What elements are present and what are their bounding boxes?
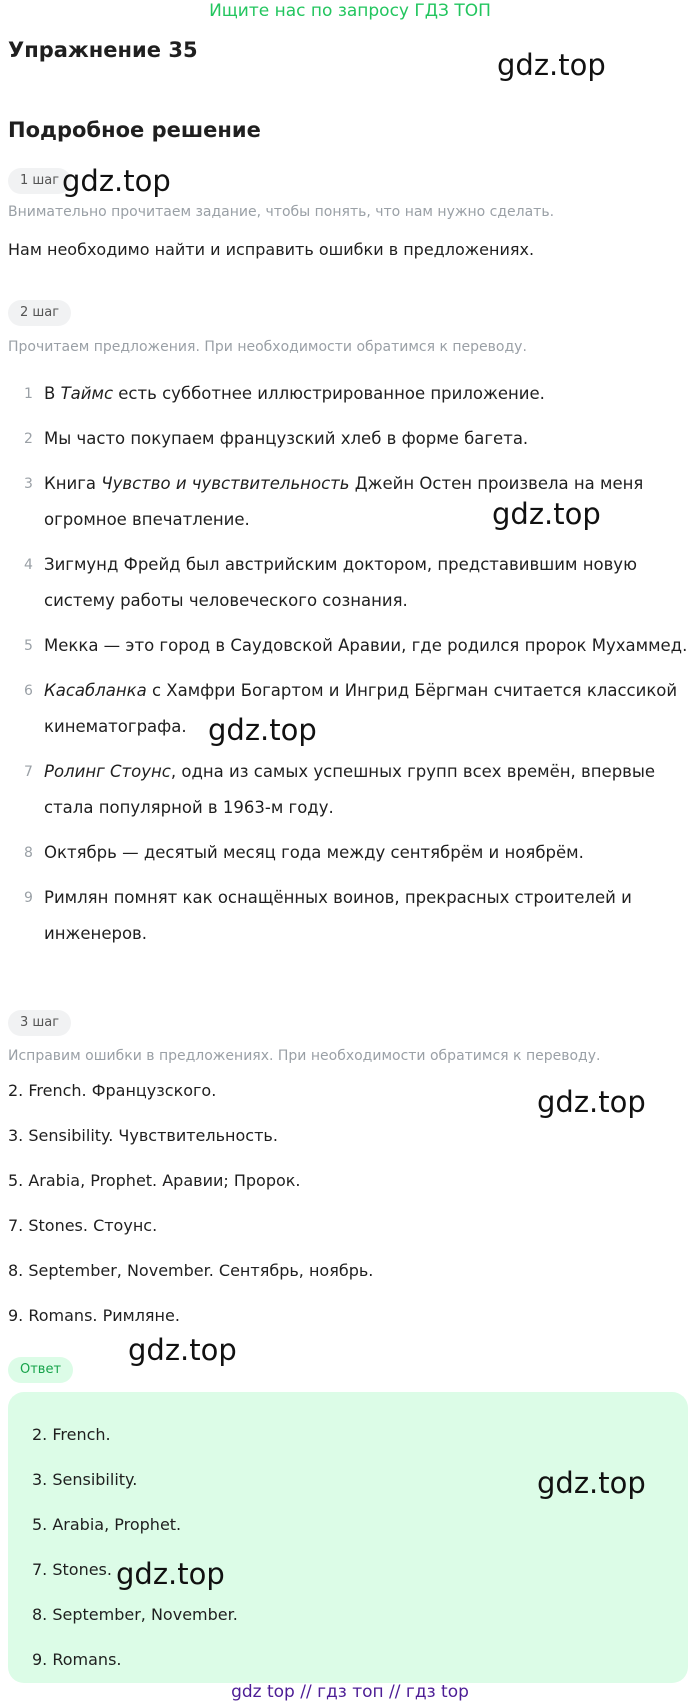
item-number: 4	[24, 557, 33, 573]
item-text: Мекка — это город в Саудовской Аравии, где родился пророк Мухаммед.	[44, 636, 688, 655]
watermark: gdz.top	[62, 164, 171, 198]
step-badge: 1 шаг	[8, 168, 71, 194]
watermark: gdz.top	[492, 497, 601, 531]
item-text: В	[44, 384, 61, 403]
watermark: gdz.top	[497, 48, 606, 82]
page-title: Упражнение 35	[8, 38, 198, 62]
step-badge: 2 шаг	[8, 300, 71, 326]
list-item	[0, 835, 700, 871]
answer-line: 8. September, November.	[32, 1605, 238, 1624]
item-number: 3	[24, 476, 33, 492]
correction-line: 3. Sensibility. Чувствительность.	[8, 1126, 278, 1145]
answer-line: 3. Sensibility.	[32, 1470, 138, 1489]
top-banner[interactable]: Ищите нас по запросу ГДЗ ТОП	[209, 1, 491, 21]
answer-line: 5. Arabia, Prophet.	[32, 1515, 182, 1534]
list-item	[0, 754, 700, 826]
item-number: 7	[24, 764, 33, 780]
watermark: gdz.top	[537, 1085, 646, 1119]
list-item	[0, 880, 700, 952]
item-text: , одна из самых успешных групп всех времён, впервые стала популярной в 1963-м году.	[44, 762, 656, 817]
item-number: 1	[24, 386, 33, 402]
item-text: с Хамфри Богартом и Ингрид Бёргман считается классикой кинематографа.	[44, 681, 678, 736]
correction-line: 9. Romans. Римляне.	[8, 1306, 180, 1325]
correction-line: 5. Arabia, Prophet. Аравии; Пророк.	[8, 1171, 301, 1190]
list-item	[0, 376, 700, 412]
item-text: есть субботнее иллюстрированное приложение.	[113, 384, 545, 403]
answer-line: 2. French.	[32, 1425, 111, 1444]
list-item	[0, 673, 700, 745]
item-italic-title: Таймс	[60, 384, 114, 403]
item-text: Зигмунд Фрейд был австрийским доктором, представившим новую систему работы человеческого сознания.	[44, 555, 637, 610]
item-italic-title: Касабланка	[44, 681, 147, 700]
item-number: 2	[24, 431, 33, 447]
correction-line: 7. Stones. Стоунс.	[8, 1216, 158, 1235]
answer-line: 7. Stones.	[32, 1560, 112, 1579]
watermark: gdz.top	[116, 1557, 225, 1591]
step-hint: Прочитаем предложения. При необходимости обратимся к переводу.	[8, 339, 527, 355]
footer-links[interactable]: gdz top // гдз топ // гдз top	[231, 1682, 469, 1702]
item-number: 8	[24, 845, 33, 861]
item-text: Октябрь — десятый месяц года между сентябрём и ноябрём.	[44, 843, 584, 862]
watermark: gdz.top	[128, 1333, 237, 1367]
item-number: 5	[24, 638, 33, 654]
correction-line: 8. September, November. Сентябрь, ноябрь.	[8, 1261, 374, 1280]
step-badge: 3 шаг	[8, 1010, 71, 1036]
item-number: 6	[24, 683, 33, 699]
item-text: Книга	[44, 474, 102, 493]
watermark: gdz.top	[208, 713, 317, 747]
watermark: gdz.top	[537, 1466, 646, 1500]
step-hint: Исправим ошибки в предложениях. При необходимости обратимся к переводу.	[8, 1048, 601, 1064]
sentence-list	[0, 376, 700, 961]
list-item	[0, 547, 700, 619]
item-text: Мы часто покупаем французский хлеб в форме багета.	[44, 429, 529, 448]
correction-line: 2. French. Французского.	[8, 1081, 217, 1100]
item-italic-title: Чувство и чувствительность	[101, 474, 350, 493]
item-text: Римлян помнят как оснащённых воинов, прекрасных строителей и инженеров.	[44, 888, 632, 943]
answer-line: 9. Romans.	[32, 1650, 122, 1669]
list-item	[0, 628, 700, 664]
list-item	[0, 421, 700, 457]
item-text: Джейн Остен произвела на меня огромное впечатление.	[44, 474, 644, 529]
item-italic-title: Ролинг Стоунс	[44, 762, 171, 781]
section-title: Подробное решение	[8, 118, 261, 142]
answer-badge: Ответ	[8, 1357, 73, 1383]
step-text: Нам необходимо найти и исправить ошибки в предложениях.	[8, 240, 535, 259]
step-hint: Внимательно прочитаем задание, чтобы понять, что нам нужно сделать.	[8, 204, 555, 220]
item-number: 9	[24, 890, 33, 906]
